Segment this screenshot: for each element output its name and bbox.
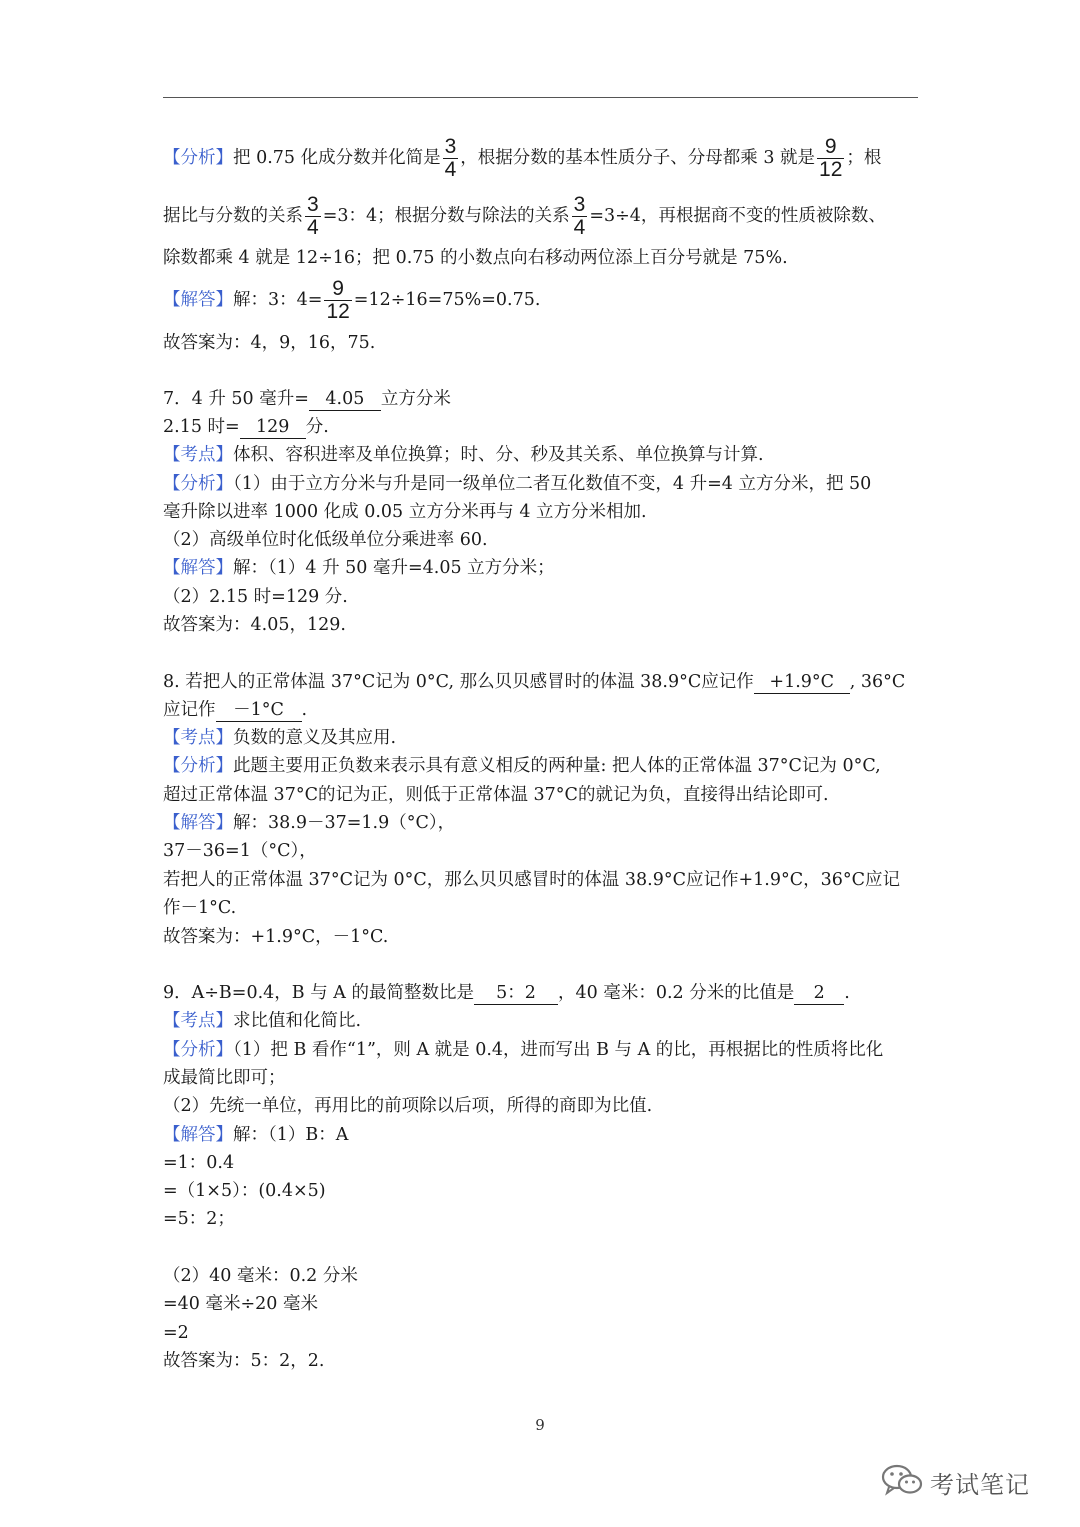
text: 把 0.75 化成分数并化简是 (233, 148, 441, 168)
denominator: 4 (573, 216, 586, 239)
final-answer: 故答案为：4，9，16，75. (163, 333, 376, 353)
analysis-line (163, 194, 886, 239)
knowledge-tag: 【考点】 (163, 1011, 233, 1031)
text: 立方分米 (380, 389, 451, 409)
text: =3÷4，再根据商不变的性质被除数、 (589, 206, 886, 226)
text: =3：4；根据分数与除法的关系 (322, 206, 570, 226)
knowledge-tag: 【考点】 (163, 445, 233, 465)
answer-blank: 129 (240, 416, 306, 439)
analysis-line: 超过正常体温 37°C的记为正，则低于正常体温 37°C的就记为负，直接得出结论即可. (163, 785, 829, 805)
knowledge-line (163, 726, 396, 750)
answer-line: =5：2； (163, 1209, 235, 1229)
question-8-line-2 (163, 698, 307, 722)
answer-line: （2）2.15 时=129 分. (163, 587, 348, 607)
answer-line: 若把人的正常体温 37°C记为 0°C，那么贝贝感冒时的体温 38.9°C应记作+1.9°C，36°C应记 (163, 870, 901, 890)
page-number: 9 (535, 1416, 545, 1434)
question-8 (163, 670, 905, 694)
text: 应记作 (163, 700, 216, 720)
answer-line: 作－1°C. (163, 898, 237, 918)
text: 体积、容积进率及单位换算；时、分、秒及其关系、单位换算与计算. (233, 445, 764, 465)
text: 2.15 时= (163, 417, 240, 437)
analysis-line (163, 1038, 883, 1062)
header-rule (163, 97, 918, 98)
numerator: 3 (444, 135, 457, 158)
question-7 (163, 387, 451, 411)
text: . (844, 983, 850, 1003)
text: 7．4 升 50 毫升= (163, 389, 309, 409)
text: ，根据分数的基本性质分子、分母都乘 3 就是 (460, 148, 816, 168)
answer-blank: －1°C (216, 699, 302, 722)
analysis-line: 除数都乘 4 就是 12÷16；把 0.75 的小数点向右移动两位添上百分号就是 75%. (163, 248, 788, 268)
answer-line (163, 1123, 348, 1147)
answer-line: =40 毫米÷20 毫米 (163, 1294, 318, 1314)
answer-line: =1：0.4 (163, 1153, 235, 1173)
answer-line (163, 278, 540, 323)
final-answer: 故答案为：5：2，2. (163, 1351, 325, 1371)
answer-blank: 5：2 (474, 982, 558, 1005)
text: 解：38.9－37=1.9（°C）， (233, 813, 456, 833)
analysis-line: 成最简比即可； (163, 1068, 286, 1088)
text: 8. 若把人的正常体温 37°C记为 0°C, 那么贝贝感冒时的体温 38.9°C应记作 (163, 672, 754, 692)
analysis-tag: 【分析】 (163, 756, 233, 776)
analysis-tag: 【分析】 (163, 1040, 233, 1060)
denominator: 4 (307, 216, 319, 239)
answer-blank: 2 (794, 982, 844, 1005)
question-7-line-2 (163, 415, 329, 439)
text: 分. (305, 417, 329, 437)
analysis-line (163, 472, 871, 496)
analysis-line: （2）先统一单位，再用比的前项除以后项，所得的商即为比值. (163, 1096, 653, 1116)
text: =12÷16=75%=0.75. (353, 290, 541, 310)
text: 解：3：4= (233, 290, 323, 310)
denominator: 4 (444, 158, 457, 181)
knowledge-line (163, 1009, 361, 1033)
fraction (443, 136, 459, 181)
denominator: 12 (819, 158, 843, 181)
answer-tag: 【解答】 (163, 813, 233, 833)
final-answer: 故答案为：4.05，129. (163, 615, 346, 635)
text: 解：（1）B：A (233, 1125, 349, 1145)
text: （1）把 B 看作“1”，则 A 就是 0.4，进而写出 B 与 A 的比，再根据比的性质将比化 (233, 1040, 884, 1060)
text: 解：（1）4 升 50 毫升=4.05 立方分米； (233, 558, 555, 578)
text: 负数的意义及其应用. (233, 728, 397, 748)
knowledge-tag: 【考点】 (163, 728, 233, 748)
watermark (880, 1462, 1030, 1502)
answer-line: =（1×5）：(0.4×5) (163, 1181, 326, 1201)
knowledge-line (163, 443, 764, 467)
answer-line: （2）40 毫米：0.2 分米 (163, 1266, 358, 1286)
denominator: 12 (326, 300, 350, 323)
fraction (305, 194, 321, 239)
numerator: 3 (307, 193, 319, 216)
question-9 (163, 981, 850, 1005)
analysis-tag: 【分析】 (163, 474, 233, 494)
text: ；根 (846, 148, 882, 168)
text: （1）由于立方分米与升是同一级单位二者互化数值不变，4 升=4 立方分米，把 50 (233, 474, 872, 494)
numerator: 3 (573, 193, 586, 216)
text: , 36°C (849, 672, 906, 692)
answer-tag: 【解答】 (163, 558, 233, 578)
analysis-line: 毫升除以进率 1000 化成 0.05 立方分米再与 4 立方分米相加. (163, 502, 647, 522)
analysis-line (163, 136, 881, 181)
numerator: 9 (332, 277, 344, 300)
answer-line (163, 556, 555, 580)
wechat-icon (880, 1462, 924, 1502)
text: 此题主要用正负数来表示具有意义相反的两种量: 把人体的正常体温 37°C记为 0°C, (233, 756, 881, 776)
answer-line: =2 (163, 1323, 189, 1343)
answer-line (163, 811, 455, 835)
answer-blank: +1.9°C (754, 671, 850, 694)
fraction (572, 194, 588, 239)
answer-blank: 4.05 (309, 388, 381, 411)
text: 求比值和化简比. (233, 1011, 362, 1031)
analysis-tag: 【分析】 (163, 148, 233, 168)
answer-line: 37－36=1（°C）， (163, 841, 317, 861)
answer-tag: 【解答】 (163, 290, 233, 310)
watermark-text: 考试笔记 (930, 1470, 1030, 1499)
fraction (324, 278, 351, 323)
analysis-line: （2）高级单位时化低级单位分乘进率 60. (163, 530, 488, 550)
final-answer: 故答案为：+1.9°C，－1°C. (163, 927, 389, 947)
text: 据比与分数的关系 (163, 206, 303, 226)
analysis-line (163, 754, 881, 778)
answer-tag: 【解答】 (163, 1125, 233, 1145)
text: ，40 毫米：0.2 分米的比值是 (557, 983, 795, 1003)
text: . (301, 700, 308, 720)
text: 9．A÷B=0.4，B 与 A 的最简整数比是 (163, 983, 474, 1003)
fraction (817, 136, 844, 181)
numerator: 9 (824, 135, 837, 158)
